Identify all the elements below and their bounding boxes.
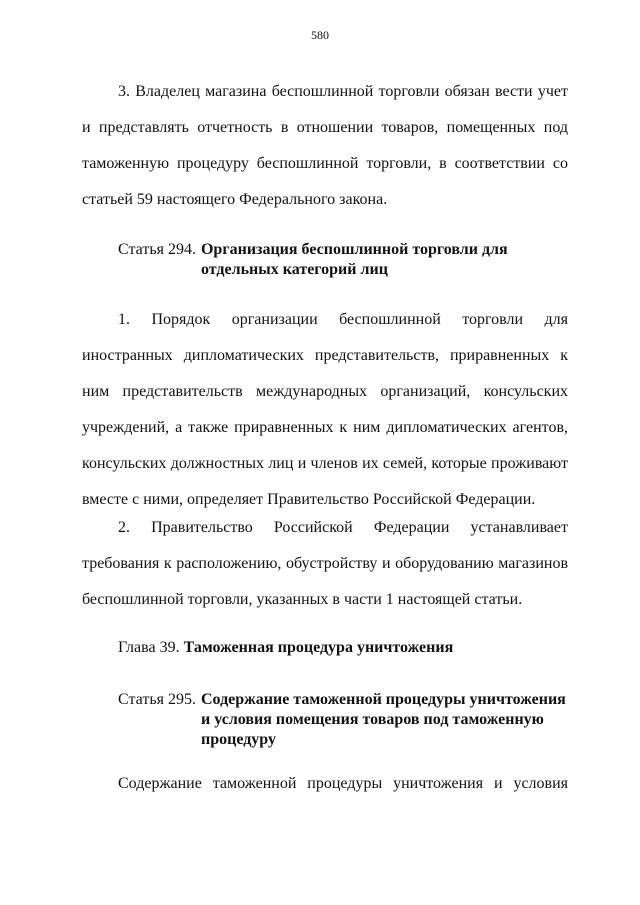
paragraph-3: 3. Владелец магазина беспошлинной торговли обязан вести учет и представлять отчетность в отношении товаров, помещенных под таможенную процедуру беспошлинной торговли, в соответствии со статьей 59 настоящего Федерального закона. xyxy=(82,83,568,208)
article-294-prefix: Статья 294. xyxy=(118,241,196,258)
article-295-prefix: Статья 295. xyxy=(118,691,196,708)
article-294-paragraph-2: 2. Правительство Российской Федерации устанавливает требования к расположению, обустройству и оборудованию магазинов беспошлинной торговли, указанных в части 1 настоящей статьи. xyxy=(82,519,568,608)
article-294-paragraph-1: 1. Порядок организации беспошлинной торговли для иностранных дипломатических представительств, приравненных к ним представительств международных организаций, консульских учреждений, а также приравненных к ним дипломатических агентов, консульских должностных лиц и членов их семей, которые проживают вместе с ними, определяет Правительство Российской Федерации. xyxy=(82,311,568,508)
article-294-heading xyxy=(118,240,578,280)
chapter-39-title: Таможенная процедура уничтожения xyxy=(183,639,454,656)
chapter-39-heading xyxy=(118,638,578,658)
page-number: 580 xyxy=(311,28,329,42)
chapter-39-prefix: Глава 39. xyxy=(118,639,180,656)
article-294-title: Организация беспошлинной торговли для отдельных категорий лиц xyxy=(200,241,508,278)
article-295-paragraph-1: Содержание таможенной процедуры уничтожения и условия xyxy=(118,775,568,792)
article-295-heading xyxy=(118,690,578,750)
article-295-title: Содержание таможенной процедуры уничтожения и условия помещения товаров под таможенную процедуру xyxy=(200,691,566,748)
